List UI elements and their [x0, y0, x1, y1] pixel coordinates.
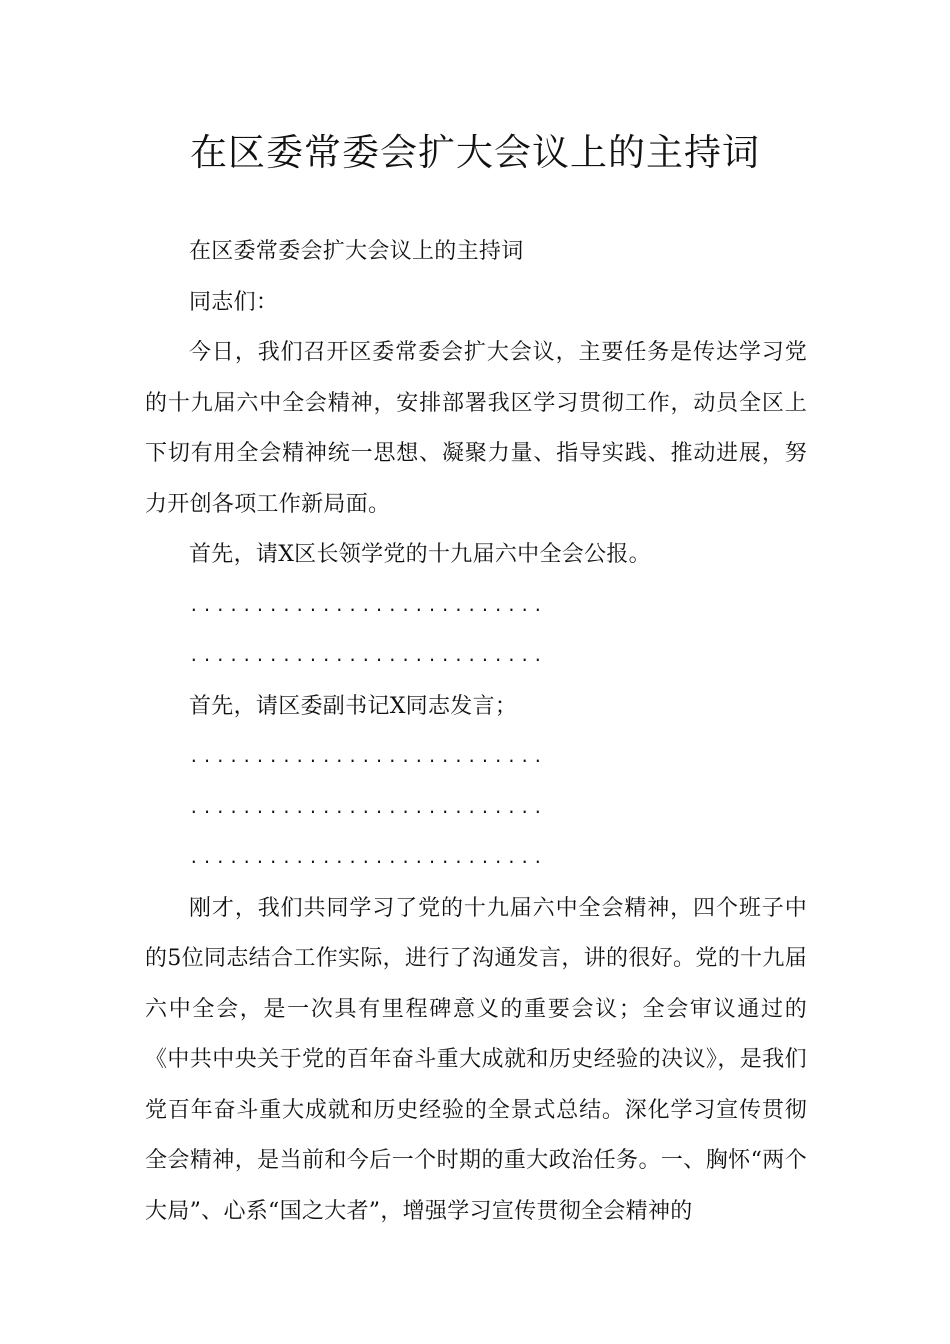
document-title: 在区委常委会扩大会议上的主持词: [190, 131, 760, 174]
ellipsis-line: ...........................: [189, 848, 547, 867]
summary-paragraph: 刚才，我们共同学习了党的十九届六中全会精神，四个班子中的5位同志结合工作实际，进行了沟通发言，讲的很好。党的十九届六中全会，是一次具有里程碑意义的重要会议；全会审议通过的《中共中央关于党的百年奋斗重大成就和历史经验的决议》，是我们党百年奋斗重大成就和历史经验的全景式总结。深化学习宣传贯彻全会精神，是当前和今后一个时期的重大政治任务。一、胸怀“两个大局”、心系“国之大者”，增强学习宣传贯彻全会精神的: [145, 895, 807, 1224]
first-agenda-paragraph: 首先，请X区长领学党的十九届六中全会公报。: [189, 542, 651, 567]
ellipsis-line: ...........................: [189, 595, 547, 615]
ellipsis-line: ...........................: [189, 747, 547, 766]
opening-paragraph: 今日，我们召开区委常委会扩大会议，主要任务是传达学习党的十九届六中全会精神，安排部署我区学习贯彻工作，动员全区上下切有用全会精神统一思想、凝聚力量、指导实践、推动进展，努力开创各项工作新局面。: [145, 340, 807, 517]
salutation-paragraph: 同志们：: [189, 289, 279, 315]
second-agenda-paragraph: 首先，请区委副书记X同志发言；: [189, 693, 518, 719]
document-body: [145, 227, 807, 1237]
ellipsis-line: ...........................: [189, 646, 547, 665]
ellipsis-line: ...........................: [189, 797, 547, 817]
subtitle-paragraph: 在区委常委会扩大会议上的主持词: [189, 239, 524, 264]
